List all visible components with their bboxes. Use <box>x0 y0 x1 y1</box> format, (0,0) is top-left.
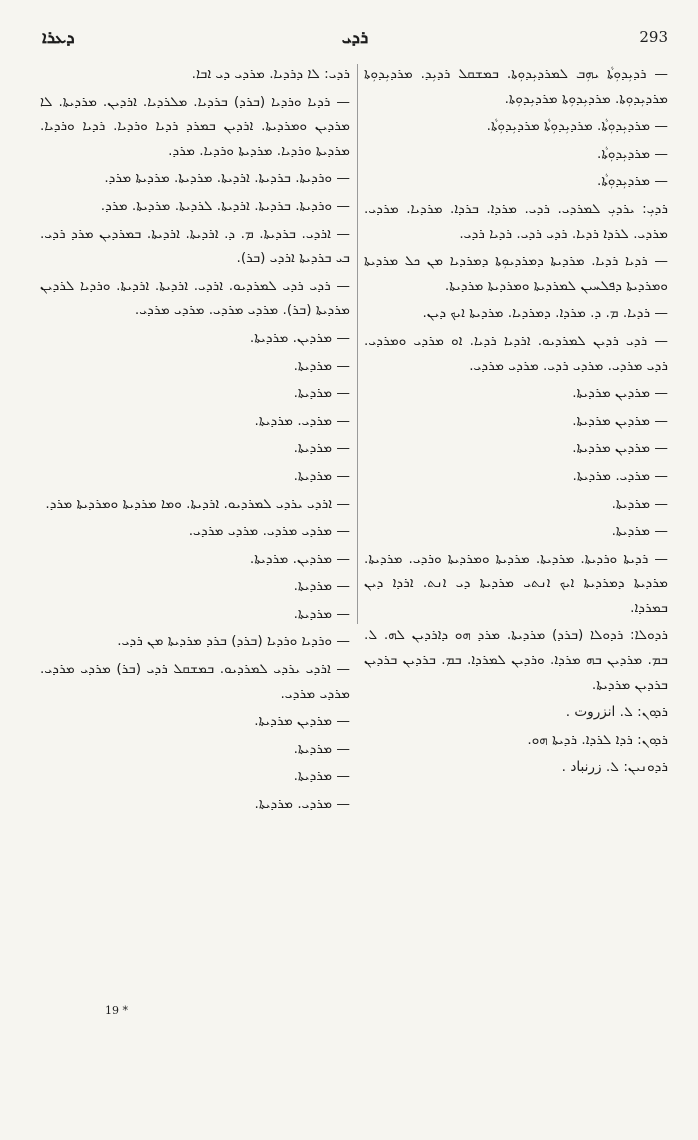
dictionary-entry: — ܡܪܕܝܢ ܡܪܕܝܬܐ. <box>572 412 668 429</box>
dictionary-entry: — ܡܪܕܝܢ ܡܪܕܝܬܐ. <box>254 713 350 730</box>
dictionary-entry: — ܡܪܕܝ. ܡܪܕܝܬܐ. <box>254 796 350 813</box>
dictionary-entry: — ܡܪܕܝ. ܡܪܕܝܬܐ. <box>572 467 668 484</box>
running-head-left: ܕܥܪܐ <box>42 28 75 48</box>
dictionary-entry: — ܡܪܕܝܬܐ. <box>293 768 350 785</box>
dictionary-entry: — ܡܪܕܝܬܐ. <box>293 357 350 374</box>
dictionary-entry: — ܡܪܕܝܬܐ. <box>293 467 350 484</box>
dictionary-entry: ܪܕܘܢ: ܪܕܐ ܠܪܕܐ. ܪܕܝܬܐ ܗܘ. <box>527 731 668 748</box>
dictionary-entry: — ܡܪܕܝܬܐ. <box>293 605 350 622</box>
dictionary-entry: — ܡܪܕܝܼܕܘܼܬܵܐ. ܡܪܕܝܼܕܘܼܬܵܐ ܡܪܕܝܼܕܘܼܬܵܐ. <box>486 118 668 135</box>
dictionary-entry: — ܡܪܕܝܼܕܘܼܬܵܐ. <box>597 145 668 162</box>
dictionary-entry: — ܡܪܕܝ. ܡܪܕܝܬܐ. <box>254 412 350 429</box>
dictionary-entry: — ܐܪܕܝ ܝܪܕܝ ܠܡܪܕܝܘ. ܒܡܫܩܠ ܪܕܝ (ܒܪ) ܡܪܕܝ ܡܪܕܝ. ܡܪܕܝ ܡܪܕܝ. <box>40 661 350 702</box>
dictionary-entry: — ܡܪܕܝܢ. ܡܪܕܝܬܐ. <box>249 329 350 346</box>
running-head-center: ܪܕܝ <box>341 28 369 48</box>
dictionary-entry: — ܡܪܕܝܬܐ. <box>293 740 350 757</box>
page-header <box>42 28 668 54</box>
dictionary-entry: — ܪܕܝܐ ܪܕܝܐ. ܡܪܕܝܬܐ ܕܡܪܕܝܘܼܬܐ ܕܡܪܕܝܐ ܡܢ ܟܠ ܡܪܕܝܬܐ ܘܡܪܕܝܬܐ ܕܦܠܚܝܢ ܠܡܪܕܝܬܐ ܘܡܪܕܝܬܐ ܡܪܕܝܬܐ. <box>364 253 668 294</box>
dictionary-entry: — ܡܪܕܝܢ. ܡܪܕܝܬܐ. <box>249 550 350 567</box>
page-number: 293 <box>639 28 668 46</box>
dictionary-entry: — ܪܕܝܬܐ ܘܪܕܝܬܐ. ܡܪܕܝܬܐ. ܡܪܕܝܬܐ ܘܡܪܕܝܬܐ ܘܪܕܝ. ܡܪܕܝܬܐ. ܡܪܕܝܬܐ ܕܡܪܕܝܬܐ ܐܝܟ ܐܢܬܝ ܡܪܕܝܬܐ ܕܝ ܐܢܬ. ܐܪܕܐ ܕܝܢ ܒܡܪܕܐ. <box>364 550 668 616</box>
dictionary-entry: — ܪܕܝܐ ܘܪܕܝܐ (ܒܪܕ) ܒܪܕܝܐ. ܡܠܪܕܝܐ. ܐܪܕܝܢ. ܡܪܕܝܬܐ. ܠܐ ܡܪܕܝܢ ܘܡܪܕܝܬܐ. ܐܪܕܝܢ ܒܡܪܕ ܪܕܝܐ ܘܪܕܝܐ. ܪܕܝܐ ܘܪܕܝܐ. ܡܪܕܝܬܐ ܘܪܕܝܐ. ܡܪܕܝܬܐ ܘܪܕܝܐ. ܡܪܕ. <box>40 93 350 159</box>
dictionary-entry: — ܐܪܕܝ. ܒܪܕܝܬܐ. ܡ. ܕ. ܐܪܕܝܬܐ. ܐܪܕܝܬܐ. ܒܡܪܕܝܢ ܡܪܕ ܪܕܝ. ܒܝ ܒܪܕܝܬܐ ܐܪܕܝ (ܒܪ). <box>40 225 350 267</box>
dictionary-entry: ܪܕܘܢ: ܠ. انزروت . <box>565 704 668 721</box>
dictionary-entry: — ܘܪܕܝܬܐ. ܒܪܕܝܬܐ. ܐܪܕܝܬܐ. ܡܪܕܝܬܐ. ܡܪܕܝܬܐ ܡܪܕ. <box>104 170 350 187</box>
signature-mark: 19 * <box>105 1004 128 1017</box>
dictionary-entry: — ܪܕܝ ܪܕܝܢ ܠܡܪܕܝܘ. ܐܪܕܝܐ ܪܕܝܐ. ܐܘ ܡܪܕܝ ܘܡܪܕܝ. ܪܕܝ ܡܪܕܝ. ܡܪܕܝ ܪܕܝ. ܡܪܕܝ ܡܪܕܝ. <box>364 332 668 374</box>
dictionary-entry: — ܡܪܕܝܬܐ. <box>293 440 350 457</box>
dictionary-entry: ܪܕܘܢܝܢ: ܠ. زرنباد . <box>561 759 668 776</box>
dictionary-entry: — ܪܕܝܐ. ܡ. ܕ. ܡܪܕܐ. ܕܡܪܕܝܐ. ܡܪܕܝܬܐ ܐܝܟ ܕܝܢ. <box>422 305 668 322</box>
dictionary-entry: — ܡܪܕܝܢ ܡܪܕܝܬܐ. <box>572 385 668 402</box>
dictionary-entry: — ܡܪܕܝܬܐ. <box>611 495 668 512</box>
dictionary-entry: ܪܕܝܼ: ܝܪܕܝܼ ܠܡܪܕܝ. ܪܕܝ. ܡܪܕܐ. ܒܪܕܐ. ܡܪܕܝܐ. ܡܪܕܝ. ܡܪܕܝ. ܠܪܕܐ ܪܕܝܐ. ܪܕܝ ܪܕܝ. ܪܕܝܐ ܪܕܝ. <box>364 200 668 242</box>
dictionary-entry: — ܘܪܕܝܬܐ. ܒܪܕܝܬܐ. ܐܪܕܝܬܐ. ܠܪܕܝܬܐ. ܡܪܕܝܬܐ. ܡܪܕ. <box>100 197 350 214</box>
dictionary-entry: — ܡܪܕܝܢ ܡܪܕܝܬܐ. <box>572 440 668 457</box>
dictionary-entry: — ܘܪܕܝܐ ܘܪܕܝܐ (ܒܪܕ) ܒܪܕ ܡܪܕܝܬܐ ܡܢ ܪܕܝ. <box>117 633 350 650</box>
dictionary-entry: — ܡܪܕܝܼܕܘܼܬܵܐ. <box>597 173 668 190</box>
dictionary-entry: — ܡܪܕܝܬܐ. <box>293 385 350 402</box>
dictionary-entry: ܪܕܝ: ܠܐ ܕܪܕܝܐ. ܡܪܕܝ ܕܝ ܐܒܐ. <box>191 66 350 82</box>
dictionary-entry: ܪܕܘܠܐ: ܪܕܘܠܐ (ܒܪܕ) ܡܪܕܝܬܐ. ܡܪܕ ܗܘ ܕܐܪܕܝܢ ܠܗ. ܠ. ܒܡ. ܡܪܕܝܢ ܒܗ ܡܪܕܐ. ܘܪܕܝܢ ܠܡܪܕܐ. ܒܡ. ܒܪܕܝܢ ܒܪܕܝܢ ܒܪܕܝܢ ܡܪܕܝܬܐ. <box>364 627 668 693</box>
dictionary-entry: — ܡܪܕܝ ܡܪܕܝ. ܡܪܕܝ ܡܪܕܝ. <box>188 523 350 540</box>
dictionary-entry: — ܡܪܕܝܬܐ. <box>293 578 350 595</box>
dictionary-entry: — ܪܕܝ ܪܕܝ ܠܡܪܕܝܘ. ܐܪܕܝ. ܐܪܕܝܬܐ. ܐܪܕܝܬܐ. ܘܪܕܝܐ ܠܪܕܝܢ ܡܪܕܝܬܐ (ܒܪ). ܡܪܕܝ ܡܪܕܝ. ܡܪܕܝ ܡܪܕܝ. <box>40 277 350 319</box>
right-column <box>364 62 668 783</box>
dictionary-entry: — ܪܕܝܼܕܘܼܬܵܐ ܝܗܼܒ ܠܡܪܕܝܼܕܘܼܬܐ. ܒܡܫܩܠ ܪܕܝܼܕ. ܡܪܕܝܼܕܘܼܬܐ ܡܪܕܝܼܕܘܼܬܐ. ܡܪܕܝܼܕܘܼܬܐ ܡܪܕܝܼܕܘܼܬܐ. <box>364 66 668 107</box>
dictionary-entry: — ܡܪܕܝܬܐ. <box>611 523 668 540</box>
left-column <box>40 62 350 820</box>
column-divider <box>357 64 358 624</box>
dictionary-entry: — ܐܪܕܝ ܝܪܕܝ ܠܡܪܕܝܘ. ܐܪܕܝܬܐ. ܘܡܐ ܡܪܕܝܬܐ ܘܡܪܕܝܬܐ ܡܪܕ. <box>45 495 350 512</box>
